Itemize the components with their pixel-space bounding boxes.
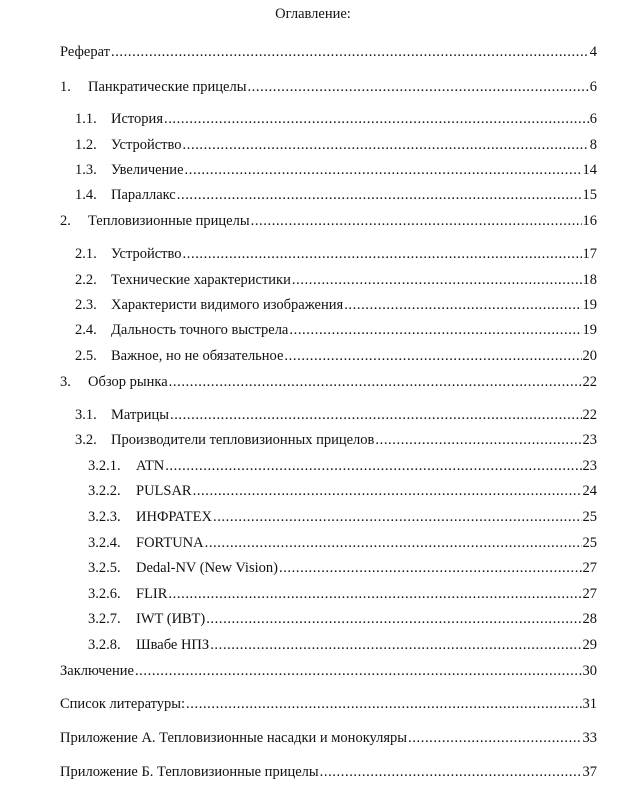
toc-entry-number: 2.4. xyxy=(75,322,97,338)
toc-entry-number: 2.3. xyxy=(75,297,97,313)
toc-entry-number: 3.2.6. xyxy=(88,586,121,602)
toc-entry-title[interactable]: Реферат xyxy=(60,44,110,60)
dot-leader xyxy=(169,373,582,391)
toc-entry[interactable] xyxy=(0,212,626,230)
toc-entry-title[interactable]: PULSAR xyxy=(136,483,192,499)
toc-entry-page: 20 xyxy=(582,348,597,364)
toc-entry-line xyxy=(136,457,597,475)
toc-entry-page: 30 xyxy=(582,663,597,679)
toc-entry-title[interactable]: Характеристи видимого изображения xyxy=(111,297,344,313)
dot-leader xyxy=(247,78,588,96)
toc-entry-page: 14 xyxy=(582,162,597,178)
toc-entry-title[interactable]: ИНФРАТЕХ xyxy=(136,509,212,525)
toc-entry-line xyxy=(88,373,597,391)
toc-entry-number: 3.2.1. xyxy=(88,458,121,474)
toc-entry[interactable] xyxy=(0,457,626,475)
toc-entry-line xyxy=(136,636,597,654)
dot-leader xyxy=(205,534,582,552)
toc-entry-page: 15 xyxy=(582,187,597,203)
toc-entry-title[interactable]: Параллакс xyxy=(111,187,176,203)
toc-entry-title[interactable]: Увеличение xyxy=(111,162,184,178)
toc-entry-page: 33 xyxy=(582,730,597,746)
toc-entry-page: 16 xyxy=(582,213,597,229)
toc-entry-title[interactable]: FLIR xyxy=(136,586,168,602)
toc-entry-line xyxy=(60,763,597,781)
toc-entry-line xyxy=(60,695,597,713)
toc-entry-page: 8 xyxy=(589,137,597,153)
toc-entry-number: 2.5. xyxy=(75,348,97,364)
toc-entry-line xyxy=(111,136,597,154)
toc-entry-number: 3.2.7. xyxy=(88,611,121,627)
toc-entry-line xyxy=(111,406,597,424)
dot-leader xyxy=(185,161,582,179)
toc-entry[interactable] xyxy=(0,245,626,263)
toc-entry-line xyxy=(111,271,597,289)
toc-entry-number: 2.1. xyxy=(75,246,97,262)
dot-leader xyxy=(111,43,589,61)
toc-entry-title[interactable]: Приложение А. Тепловизионные насадки и монокуляры xyxy=(60,730,408,746)
toc-entry[interactable] xyxy=(0,534,626,552)
toc-entry-number: 2. xyxy=(60,213,71,229)
toc-entry[interactable] xyxy=(0,662,626,680)
toc-entry-page: 18 xyxy=(582,272,597,288)
toc-entry-page: 22 xyxy=(582,374,597,390)
toc-entry-number: 3. xyxy=(60,374,71,390)
toc-entry-number: 1.4. xyxy=(75,187,97,203)
toc-entry[interactable] xyxy=(0,729,626,747)
toc-entry-page: 27 xyxy=(582,586,597,602)
toc-entry-page: 25 xyxy=(582,535,597,551)
toc-entry[interactable] xyxy=(0,636,626,654)
toc-entry-page: 22 xyxy=(582,407,597,423)
toc-entry-number: 1.1. xyxy=(75,111,97,127)
toc-entry-page: 23 xyxy=(582,432,597,448)
toc-entry-number: 3.1. xyxy=(75,407,97,423)
toc-entry[interactable] xyxy=(0,296,626,314)
toc-entry-title[interactable]: ATN xyxy=(136,458,165,474)
toc-entry-page: 4 xyxy=(589,44,597,60)
toc-entry-number: 3.2. xyxy=(75,432,97,448)
toc-entry-number: 3.2.2. xyxy=(88,483,121,499)
toc-entry-line xyxy=(136,585,597,603)
toc-entry[interactable] xyxy=(0,161,626,179)
toc-entry-line xyxy=(111,161,597,179)
dot-leader xyxy=(177,186,582,204)
dot-leader xyxy=(213,508,582,526)
dot-leader xyxy=(168,585,581,603)
dot-leader xyxy=(170,406,582,424)
toc-entry-line xyxy=(60,729,597,747)
toc-entry[interactable] xyxy=(0,763,626,781)
toc-entry-title[interactable]: Dedal-NV (New Vision) xyxy=(136,560,278,576)
toc-entry-number: 1. xyxy=(60,79,71,95)
toc-entry-title[interactable]: Технические характеристики xyxy=(111,272,291,288)
toc-entry-line xyxy=(111,186,597,204)
toc-entry[interactable] xyxy=(0,321,626,339)
toc-entry-title[interactable]: Приложение Б. Тепловизионные прицелы xyxy=(60,764,319,780)
toc-entry[interactable] xyxy=(0,110,626,128)
toc-entry-title[interactable]: Устройство xyxy=(111,137,182,153)
dot-leader xyxy=(206,610,581,628)
toc-entry-title[interactable]: FORTUNA xyxy=(136,535,204,551)
dot-leader xyxy=(251,212,582,230)
dot-leader xyxy=(164,110,589,128)
dot-leader xyxy=(186,695,581,713)
toc-entry-number: 3.2.3. xyxy=(88,509,121,525)
toc-entry[interactable] xyxy=(0,431,626,449)
toc-entry-title[interactable]: Обзор рынка xyxy=(88,374,168,390)
toc-entry-page: 19 xyxy=(582,297,597,313)
toc-entry-page: 6 xyxy=(589,79,597,95)
dot-leader xyxy=(135,662,582,680)
toc-entry-line xyxy=(136,534,597,552)
toc-entry-title[interactable]: Тепловизионные прицелы xyxy=(88,213,250,229)
toc-entry-number: 3.2.8. xyxy=(88,637,121,653)
toc-entry[interactable] xyxy=(0,186,626,204)
toc-entry-line xyxy=(60,662,597,680)
toc-entry[interactable] xyxy=(0,695,626,713)
toc-entry[interactable] xyxy=(0,347,626,365)
toc-entry[interactable] xyxy=(0,78,626,96)
toc-entry-line xyxy=(111,347,597,365)
toc-entry[interactable] xyxy=(0,508,626,526)
toc-entry-page: 29 xyxy=(582,637,597,653)
toc-entry-line xyxy=(88,212,597,230)
toc-entry-page: 23 xyxy=(582,458,597,474)
toc-entry-title[interactable]: Производители тепловизионных прицелов xyxy=(111,432,375,448)
toc-entry-line xyxy=(111,296,597,314)
toc-entry[interactable] xyxy=(0,373,626,391)
toc-entry-page: 24 xyxy=(582,483,597,499)
toc-entry-page: 27 xyxy=(582,560,597,576)
toc-entry[interactable] xyxy=(0,585,626,603)
toc-entry-line xyxy=(60,43,597,61)
toc-entry-line xyxy=(111,321,597,339)
toc-entry-page: 25 xyxy=(582,509,597,525)
dot-leader xyxy=(289,321,581,339)
dot-leader xyxy=(292,271,582,289)
dot-leader xyxy=(193,482,582,500)
toc-entry-line xyxy=(136,559,597,577)
toc-entry-title[interactable]: Швабе НПЗ xyxy=(136,637,210,653)
toc-entry[interactable] xyxy=(0,559,626,577)
toc-entry-page: 17 xyxy=(582,246,597,262)
dot-leader xyxy=(344,296,581,314)
toc-entry[interactable] xyxy=(0,43,626,61)
dot-leader xyxy=(375,431,581,449)
toc-entry-number: 1.3. xyxy=(75,162,97,178)
dot-leader xyxy=(408,729,581,747)
toc-entry[interactable] xyxy=(0,406,626,424)
dot-leader xyxy=(183,245,582,263)
toc-entry-line xyxy=(111,110,597,128)
toc-entry-number: 1.2. xyxy=(75,137,97,153)
toc-entry-title[interactable]: Заключение xyxy=(60,663,134,679)
toc-entry-title[interactable]: IWT (ИВТ) xyxy=(136,611,206,627)
toc-title: Оглавление: xyxy=(275,6,351,22)
toc-entry-page: 6 xyxy=(589,111,597,127)
toc-entry-title[interactable]: Панкратические прицелы xyxy=(88,79,247,95)
toc-entry-line xyxy=(136,610,597,628)
toc-entry[interactable] xyxy=(0,136,626,154)
toc-entry[interactable] xyxy=(0,610,626,628)
dot-leader xyxy=(279,559,582,577)
toc-entry-page: 37 xyxy=(582,764,597,780)
toc-entry-number: 3.2.4. xyxy=(88,535,121,551)
toc-entry-page: 19 xyxy=(582,322,597,338)
toc-entry-title[interactable]: Важное, но не обязательное xyxy=(111,348,284,364)
toc-entry-title[interactable]: Матрицы xyxy=(111,407,169,423)
dot-leader xyxy=(320,763,582,781)
toc-entry-number: 2.2. xyxy=(75,272,97,288)
dot-leader xyxy=(183,136,589,154)
dot-leader xyxy=(165,457,581,475)
toc-entry-title[interactable]: Устройство xyxy=(111,246,182,262)
dot-leader xyxy=(284,347,581,365)
toc-entry-page: 28 xyxy=(582,611,597,627)
toc-entry[interactable] xyxy=(0,271,626,289)
toc-entry-line xyxy=(136,482,597,500)
toc-entry-title[interactable]: Список литературы: xyxy=(60,696,186,712)
toc-entry-line xyxy=(111,431,597,449)
toc-entry-title[interactable]: Дальность точного выстрела xyxy=(111,322,289,338)
toc-entry-page: 31 xyxy=(582,696,597,712)
toc-entry[interactable] xyxy=(0,482,626,500)
dot-leader xyxy=(210,636,581,654)
toc-entry-line xyxy=(111,245,597,263)
toc-entry-line xyxy=(88,78,597,96)
toc-entry-number: 3.2.5. xyxy=(88,560,121,576)
toc-entry-line xyxy=(136,508,597,526)
toc-entry-title[interactable]: История xyxy=(111,111,163,127)
